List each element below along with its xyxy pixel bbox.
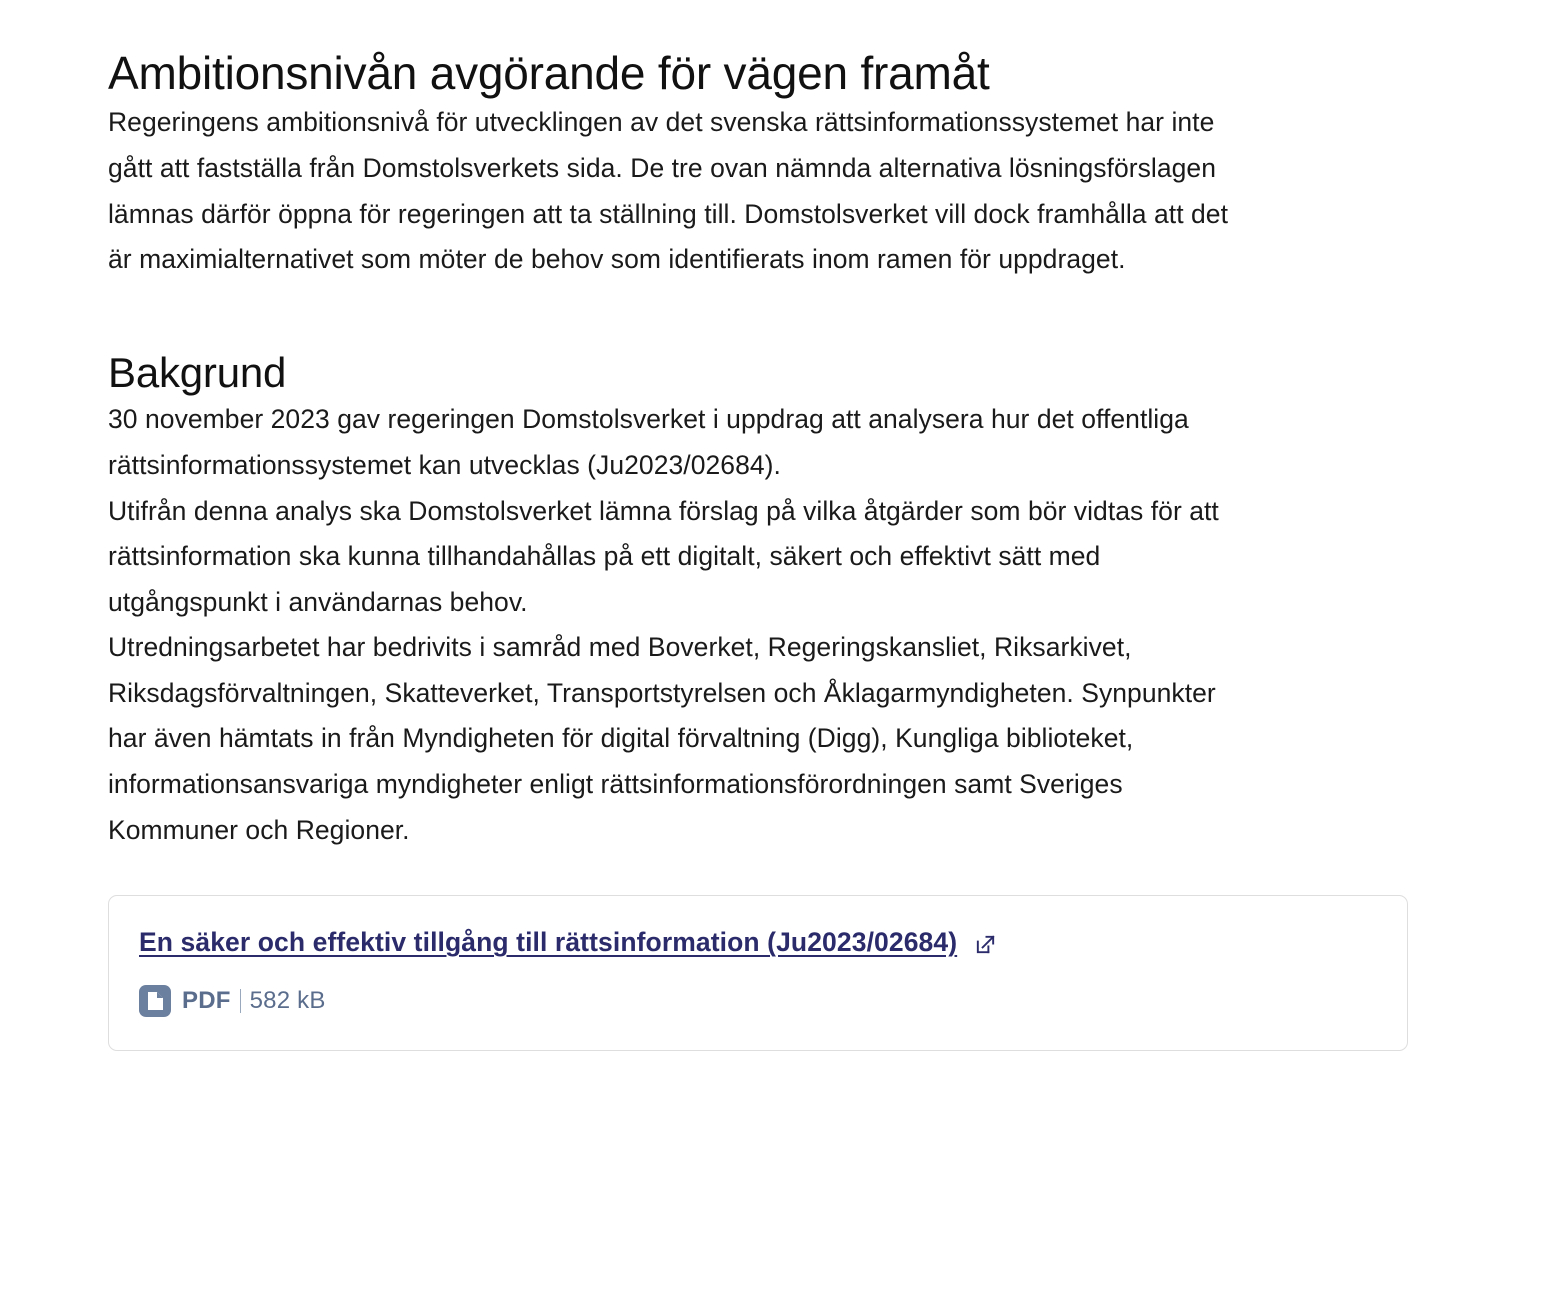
meta-divider <box>240 989 241 1013</box>
file-format-label: PDF <box>182 986 231 1014</box>
page-title: Ambitionsnivån avgörande för vägen framåt <box>108 47 990 99</box>
attachment-download-link[interactable]: En säker och effektiv tillgång till rättsinformation (Ju2023/02684) <box>139 927 958 958</box>
paragraph-collaborating-agencies: Utredningsarbetet har bedrivits i samråd med Boverket, Regeringskansliet, Riksarkivet, Riksdagsförvaltningen, Skatteverket, Transportstyrelsen och Åklagarmyndigheten. Synpunkter har även hämtats in från Myndigheten för digital förvaltning (Digg), Kungliga biblioteket, informationsansvariga myndigheter enligt rättsinformationsförordningen samt Sveriges Kommuner och Regioner. <box>108 632 1216 845</box>
paragraph-assignment-date: 30 november 2023 gav regeringen Domstolsverket i uppdrag att analysera hur det offentliga rättsinformationssystemet kan utvecklas (Ju2023/02684). <box>108 404 1189 480</box>
attachment-card <box>108 895 1408 1051</box>
attachment-link-row <box>139 927 1377 959</box>
external-link-icon <box>974 933 997 956</box>
section-heading-bakgrund: Bakgrund <box>108 348 287 396</box>
pdf-file-icon <box>139 985 171 1017</box>
intro-paragraph: Regeringens ambitionsnivå för utvecklingen av det svenska rättsinformationssystemet har inte gått att fastställa från Domstolsverkets sida. De tre ovan nämnda alternativa lösningsförslagen lämnas därför öppna för regeringen att ta ställning till. Domstolsverket vill dock framhålla att det är maximialternativet som möter de behov som identifierats inom ramen för uppdraget. <box>108 107 1229 275</box>
attachment-meta-text <box>182 987 326 1015</box>
attachment-meta-row <box>139 985 1377 1017</box>
paragraph-analysis-scope: Utifrån denna analys ska Domstolsverket lämna förslag på vilka åtgärder som bör vidtas för att rättsinformation ska kunna tillhandahållas på ett digitalt, säkert och effektivt sätt med utgångspunkt i användarnas behov. <box>108 495 1219 617</box>
file-size-label: 582 kB <box>249 986 326 1014</box>
article-content <box>108 0 1253 1051</box>
